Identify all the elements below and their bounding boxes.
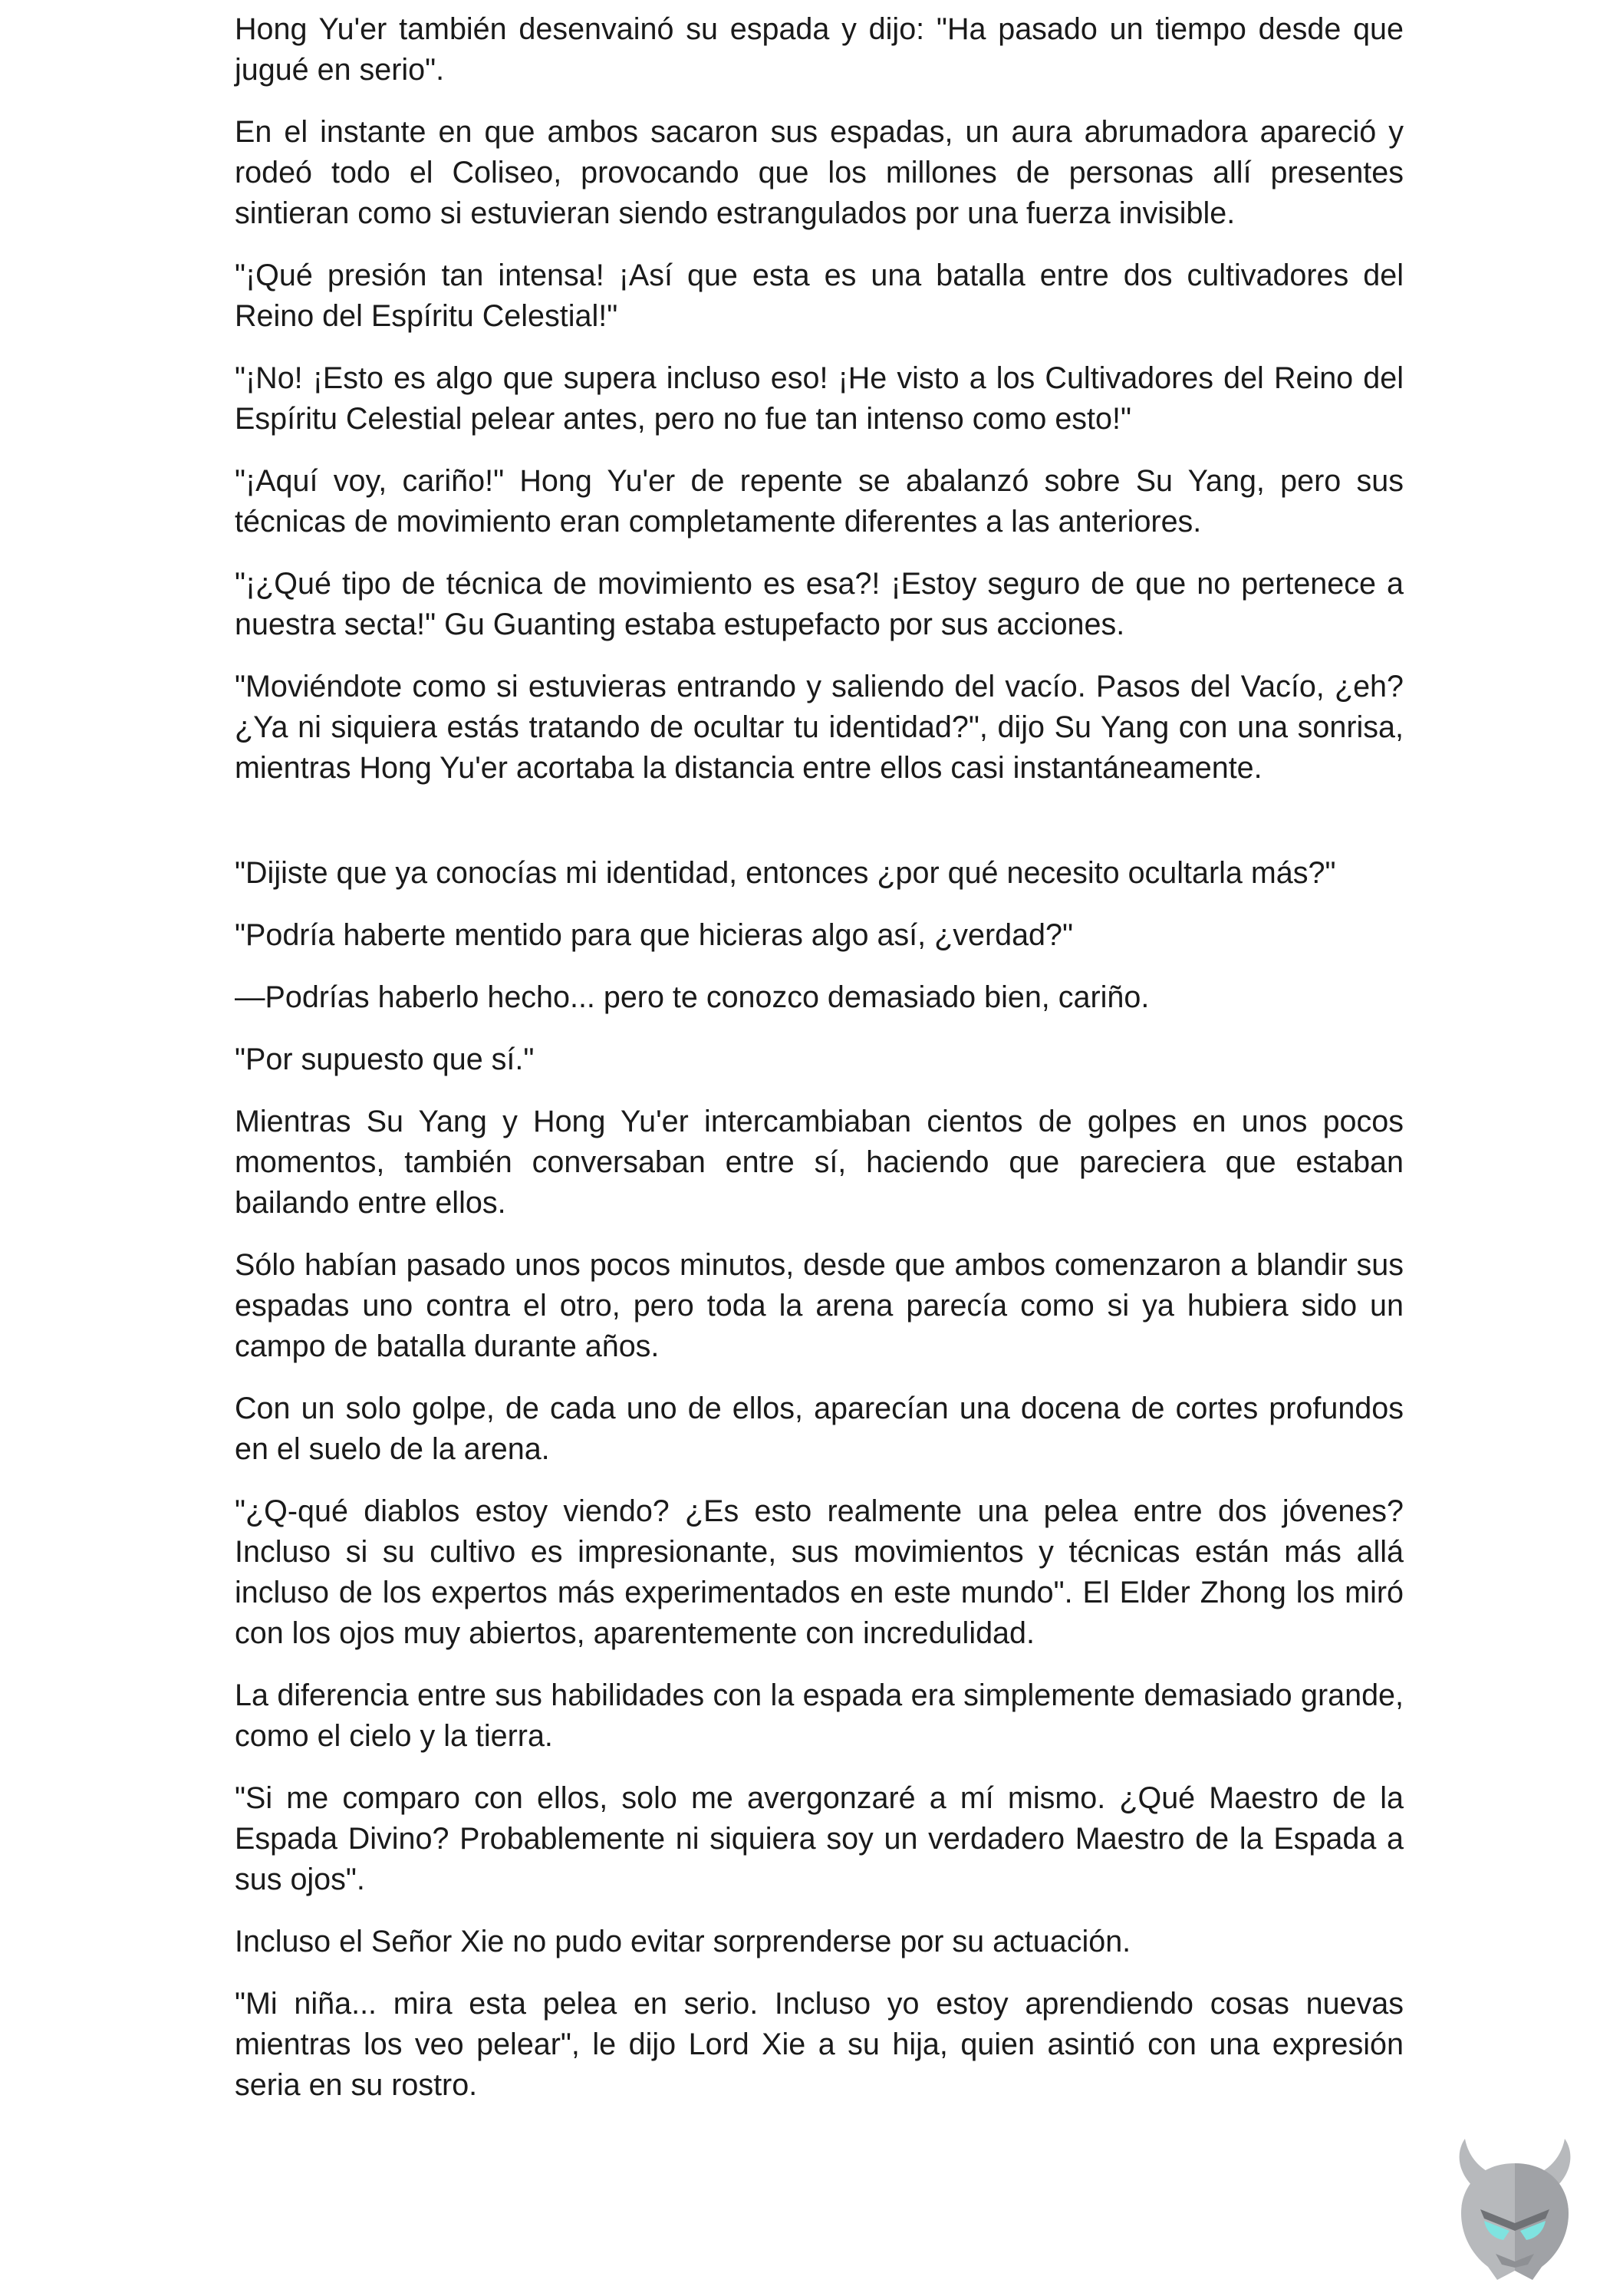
paragraph: Sólo habían pasado unos pocos minutos, desde que ambos comenzaron a blandir sus espadas uno contra el otro, pero toda la arena parecía como si ya hubiera sido un campo de batalla durante años.: [235, 1248, 1404, 1363]
paragraph: Con un solo golpe, de cada uno de ellos, aparecían una docena de cortes profundos en el suelo de la arena.: [235, 1392, 1404, 1466]
paragraph: "¡Qué presión tan intensa! ¡Así que esta es una batalla entre dos cultivadores del Reino del Espíritu Celestial!": [235, 259, 1404, 333]
document-page: [235, 9, 1404, 2127]
paragraph: "¡¿Qué tipo de técnica de movimiento es esa?! ¡Estoy seguro de que no pertenece a nuestra secta!" Gu Guanting estaba estupefacto por sus acciones.: [235, 567, 1404, 641]
paragraph: "Mi niña... mira esta pelea en serio. Incluso yo estoy aprendiendo cosas nuevas mientras los veo pelear", le dijo Lord Xie a su hija, quien asintió con una expresión seria en su rostro.: [235, 1987, 1404, 2102]
paragraph: En el instante en que ambos sacaron sus espadas, un aura abrumadora apareció y rodeó todo el Coliseo, provocando que los millones de personas allí presentes sintieran como si estuvieran siendo estrangulados por una fuerza invisible.: [235, 115, 1404, 230]
paragraph: "Por supuesto que sí.": [235, 1043, 535, 1076]
paragraph: La diferencia entre sus habilidades con la espada era simplemente demasiado grande, como el cielo y la tierra.: [235, 1678, 1404, 1753]
paragraph: Hong Yu'er también desenvainó su espada y dijo: "Ha pasado un tiempo desde que jugué en serio".: [235, 12, 1404, 87]
paragraph: Mientras Su Yang y Hong Yu'er intercambiaban cientos de golpes en unos pocos momentos, también conversaban entre sí, haciendo que pareciera que estaban bailando entre ellos.: [235, 1105, 1404, 1220]
paragraph: "¡Aquí voy, cariño!" Hong Yu'er de repente se abalanzó sobre Su Yang, pero sus técnicas de movimiento eran completamente diferentes a las anteriores.: [235, 464, 1404, 539]
paragraph: Incluso el Señor Xie no pudo evitar sorprenderse por su actuación.: [235, 1925, 1131, 1958]
demon-head-logo-icon: [1442, 2133, 1588, 2286]
paragraph: "Moviéndote como si estuvieras entrando y saliendo del vacío. Pasos del Vacío, ¿eh? ¿Ya ni siquiera estás tratando de ocultar tu identidad?", dijo Su Yang con una sonrisa, mientras Hong Yu'er acortaba la distancia entre ellos casi instantáneamente.: [235, 670, 1404, 785]
paragraph: "Dijiste que ya conocías mi identidad, entonces ¿por qué necesito ocultarla más?": [235, 856, 1336, 890]
paragraph: "¡No! ¡Esto es algo que supera incluso eso! ¡He visto a los Cultivadores del Reino del Espíritu Celestial pelear antes, pero no fue tan intenso como esto!": [235, 361, 1404, 436]
paragraph: "Podría haberte mentido para que hicieras algo así, ¿verdad?": [235, 918, 1074, 952]
paragraph: "Si me comparo con ellos, solo me avergonzaré a mí mismo. ¿Qué Maestro de la Espada Divino? Probablemente ni siquiera soy un verdadero Maestro de la Espada a sus ojos".: [235, 1781, 1404, 1896]
paragraph: —Podrías haberlo hecho... pero te conozco demasiado bien, cariño.: [235, 980, 1150, 1014]
paragraph: "¿Q-qué diablos estoy viendo? ¿Es esto realmente una pelea entre dos jóvenes? Incluso si su cultivo es impresionante, sus movimientos y técnicas están más allá incluso de los expertos más experimentados en este mundo". El Elder Zhong los miró con los ojos muy abiertos, aparentemente con incredulidad.: [235, 1494, 1404, 1650]
